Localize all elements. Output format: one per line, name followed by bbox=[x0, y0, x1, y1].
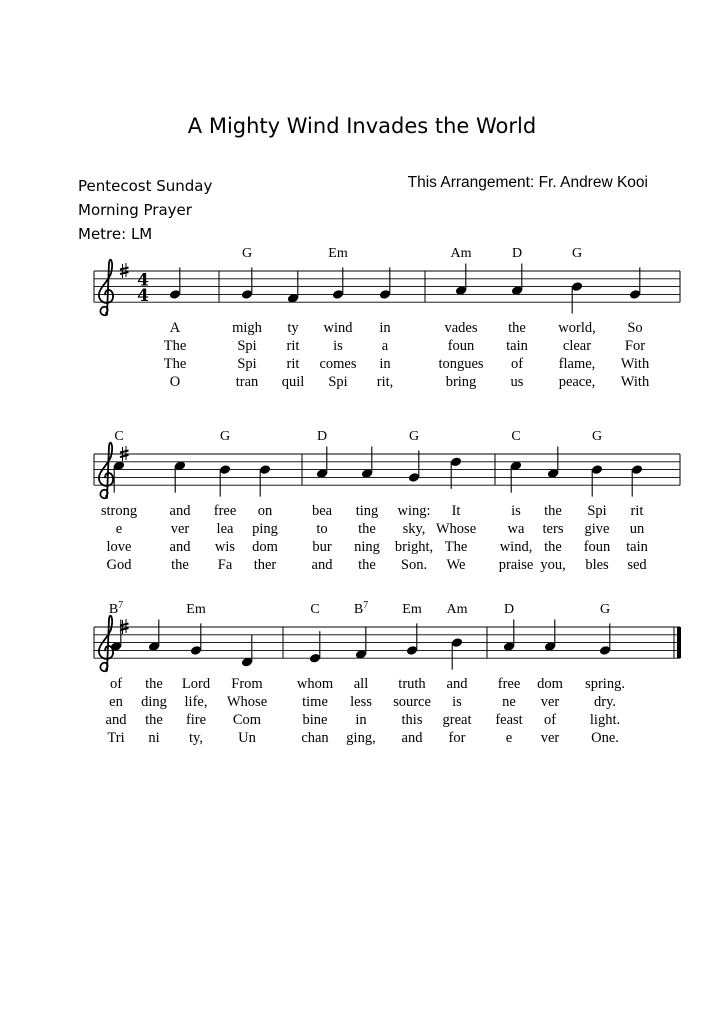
lyric-syllable: God bbox=[106, 557, 132, 574]
chord-symbol: D bbox=[503, 602, 515, 617]
lyric-syllable: this bbox=[401, 712, 423, 729]
lyric-syllable: the bbox=[171, 557, 189, 574]
lyric-syllable: on bbox=[257, 503, 273, 520]
lyric-syllable: sky, bbox=[402, 521, 426, 538]
lyric-syllable: bine bbox=[302, 712, 328, 729]
lyric-syllable: ni bbox=[148, 730, 160, 747]
lyric-syllable: wa bbox=[507, 521, 525, 538]
lyric-syllable: ver bbox=[170, 521, 190, 538]
lyric-syllable: and bbox=[105, 712, 127, 729]
lyric-syllable: rit, bbox=[376, 374, 394, 391]
chord-symbol: G bbox=[408, 429, 420, 444]
lyric-syllable: free bbox=[497, 676, 521, 693]
lyric-syllable: chan bbox=[301, 730, 329, 747]
lyric-syllable: The bbox=[444, 539, 468, 556]
staff-system bbox=[94, 429, 680, 573]
lyric-syllable: wing: bbox=[397, 503, 431, 520]
lyric-syllable: Son. bbox=[400, 557, 428, 574]
lyric-syllable: all bbox=[353, 676, 369, 693]
office-text: Morning Prayer bbox=[78, 201, 192, 219]
lyric-syllable: migh bbox=[232, 320, 262, 337]
lyric-syllable: quil bbox=[281, 374, 305, 391]
lyric-syllable: ty bbox=[287, 320, 299, 337]
lyric-syllable: vades bbox=[444, 320, 478, 337]
lyric-syllable: of bbox=[109, 676, 123, 693]
lyric-syllable: is bbox=[333, 338, 343, 355]
lyric-syllable: the bbox=[358, 521, 376, 538]
lyric-syllable: sed bbox=[627, 557, 647, 574]
chord-symbol: Am bbox=[446, 602, 468, 617]
chord-symbol: G bbox=[591, 429, 603, 444]
lyric-syllable: Whose bbox=[435, 521, 477, 538]
lyric-syllable: ther bbox=[253, 557, 277, 574]
lyric-syllable: whom bbox=[296, 676, 334, 693]
time-signature-top: 4 bbox=[137, 270, 149, 291]
lyric-syllable: un bbox=[629, 521, 645, 538]
lyric-syllable: en bbox=[109, 694, 123, 711]
chord-symbol: Am bbox=[450, 246, 472, 261]
treble-clef-icon bbox=[99, 616, 113, 672]
chord-symbol: Em bbox=[328, 246, 348, 261]
lyric-syllable: source bbox=[393, 694, 431, 711]
lyric-syllable: strong bbox=[100, 503, 138, 520]
chord-symbol: $B^7$ bbox=[108, 600, 124, 617]
lyric-syllable: lea bbox=[216, 521, 234, 538]
lyric-syllable: rit bbox=[286, 338, 300, 355]
staff-system bbox=[94, 246, 680, 390]
lyric-syllable: Spi bbox=[328, 374, 348, 391]
lyric-syllable: and bbox=[311, 557, 333, 574]
lyric-syllable: spring. bbox=[585, 676, 625, 693]
lyric-syllable: A bbox=[169, 320, 181, 337]
arrangement-credit: This Arrangement: Fr. Andrew Kooi bbox=[407, 174, 648, 191]
chord-symbol: D bbox=[316, 429, 328, 444]
lyric-syllable: We bbox=[446, 557, 466, 574]
lyric-syllable: clear bbox=[562, 338, 592, 355]
lyric-syllable: e bbox=[115, 521, 123, 538]
lyric-syllable: light. bbox=[589, 712, 621, 729]
lyric-syllable: tran bbox=[235, 374, 259, 391]
lyric-syllable: O bbox=[169, 374, 181, 391]
lyric-syllable: ping bbox=[252, 521, 278, 538]
lyric-syllable: ty, bbox=[189, 730, 203, 747]
chord-symbol: C bbox=[511, 429, 521, 444]
lyric-syllable: bles bbox=[585, 557, 609, 574]
lyric-syllable: Tri bbox=[107, 730, 125, 747]
lyric-syllable: Whose bbox=[226, 694, 268, 711]
chord-symbol: Em bbox=[402, 602, 422, 617]
hymn-title: A Mighty Wind Invades the World bbox=[187, 114, 537, 138]
treble-clef-icon bbox=[99, 443, 113, 499]
lyric-syllable: The bbox=[163, 356, 187, 373]
lyric-syllable: ne bbox=[502, 694, 516, 711]
lyric-syllable: and bbox=[446, 676, 468, 693]
lyric-syllable: For bbox=[624, 338, 646, 355]
lyric-syllable: to bbox=[316, 521, 328, 538]
lyric-syllable: tain bbox=[506, 338, 528, 355]
lyric-syllable: less bbox=[350, 694, 372, 711]
lyric-syllable: flame, bbox=[558, 356, 596, 373]
lyric-syllable: praise bbox=[498, 557, 534, 574]
lyric-syllable: the bbox=[145, 676, 163, 693]
lyric-syllable: you, bbox=[540, 557, 566, 574]
staff-system bbox=[94, 600, 681, 746]
lyric-syllable: wis bbox=[214, 539, 236, 556]
lyric-syllable: and bbox=[169, 503, 191, 520]
lyric-syllable: the bbox=[358, 557, 376, 574]
lyric-syllable: dom bbox=[537, 676, 563, 693]
lyric-syllable: foun bbox=[583, 539, 611, 556]
chord-symbol: G bbox=[241, 246, 253, 261]
lyric-syllable: Spi bbox=[237, 338, 257, 355]
time-signature-bottom: 4 bbox=[137, 286, 149, 307]
lyric-syllable: for bbox=[448, 730, 466, 747]
lyric-syllable: Lord bbox=[181, 676, 211, 693]
lyric-syllable: bea bbox=[311, 503, 333, 520]
lyric-syllable: The bbox=[163, 338, 187, 355]
lyric-syllable: in bbox=[379, 320, 391, 337]
chord-symbol: Em bbox=[186, 602, 206, 617]
chord-symbol: $B^7$ bbox=[353, 600, 369, 617]
lyric-syllable: truth bbox=[398, 676, 426, 693]
lyric-syllable: rit bbox=[630, 503, 644, 520]
lyric-syllable: bring bbox=[445, 374, 477, 391]
metre-text: Metre: LM bbox=[78, 225, 153, 243]
lyric-syllable: the bbox=[508, 320, 526, 337]
lyric-syllable: With bbox=[620, 356, 650, 373]
lyric-syllable: time bbox=[302, 694, 328, 711]
lyric-syllable: Spi bbox=[587, 503, 607, 520]
lyric-syllable: is bbox=[452, 694, 462, 711]
lyric-syllable: So bbox=[627, 320, 643, 337]
lyric-syllable: Spi bbox=[237, 356, 257, 373]
lyric-syllable: and bbox=[169, 539, 191, 556]
chord-symbol: C bbox=[310, 602, 320, 617]
lyric-syllable: bur bbox=[312, 539, 332, 556]
chord-symbol: G bbox=[571, 246, 583, 261]
lyric-syllable: One. bbox=[591, 730, 619, 747]
lyric-syllable: in bbox=[355, 712, 367, 729]
lyric-syllable: Fa bbox=[217, 557, 233, 574]
lyric-syllable: love bbox=[106, 539, 132, 556]
lyric-syllable: It bbox=[451, 503, 461, 520]
lyric-syllable: comes bbox=[319, 356, 357, 373]
sharp-icon bbox=[120, 263, 129, 278]
lyric-syllable: a bbox=[381, 338, 389, 355]
lyric-syllable: give bbox=[584, 521, 610, 538]
lyric-syllable: life, bbox=[184, 694, 208, 711]
lyric-syllable: From bbox=[231, 676, 263, 693]
lyric-syllable: wind, bbox=[499, 539, 533, 556]
lyric-syllable: tongues bbox=[438, 356, 484, 373]
lyric-syllable: ding bbox=[141, 694, 167, 711]
lyric-syllable: us bbox=[510, 374, 524, 391]
lyric-syllable: With bbox=[620, 374, 650, 391]
chord-symbol: D bbox=[511, 246, 523, 261]
lyric-syllable: and bbox=[401, 730, 423, 747]
lyric-syllable: the bbox=[544, 503, 562, 520]
lyric-syllable: peace, bbox=[558, 374, 596, 391]
lyric-syllable: bright, bbox=[394, 539, 434, 556]
lyric-syllable: ging, bbox=[346, 730, 376, 747]
lyric-syllable: ters bbox=[542, 521, 564, 538]
lyric-syllable: ver bbox=[540, 730, 560, 747]
lyric-syllable: great bbox=[442, 712, 472, 729]
chord-symbol: G bbox=[599, 602, 611, 617]
lyric-syllable: in bbox=[379, 356, 391, 373]
lyric-syllable: Un bbox=[238, 730, 256, 747]
sharp-icon bbox=[120, 446, 129, 461]
lyric-syllable: dry. bbox=[593, 694, 617, 711]
occasion-text: Pentecost Sunday bbox=[78, 177, 213, 195]
lyric-syllable: foun bbox=[447, 338, 475, 355]
lyric-syllable: ning bbox=[354, 539, 380, 556]
lyric-syllable: wind bbox=[323, 320, 353, 337]
lyric-syllable: feast bbox=[495, 712, 523, 729]
lyric-syllable: Com bbox=[232, 712, 262, 729]
lyric-syllable: e bbox=[505, 730, 513, 747]
lyric-syllable: free bbox=[213, 503, 237, 520]
lyric-syllable: the bbox=[544, 539, 562, 556]
chord-symbol: C bbox=[114, 429, 124, 444]
lyric-syllable: world, bbox=[558, 320, 596, 337]
treble-clef-icon bbox=[99, 260, 113, 316]
lyric-syllable: of bbox=[543, 712, 557, 729]
lyric-syllable: tain bbox=[626, 539, 648, 556]
lyric-syllable: fire bbox=[185, 712, 207, 729]
lyric-syllable: is bbox=[511, 503, 521, 520]
lyric-syllable: rit bbox=[286, 356, 300, 373]
lyric-syllable: ting bbox=[355, 503, 379, 520]
final-barline bbox=[677, 627, 681, 658]
chord-symbol: G bbox=[219, 429, 231, 444]
lyric-syllable: of bbox=[510, 356, 524, 373]
lyric-syllable: the bbox=[145, 712, 163, 729]
lyric-syllable: dom bbox=[252, 539, 278, 556]
lyric-syllable: ver bbox=[540, 694, 560, 711]
